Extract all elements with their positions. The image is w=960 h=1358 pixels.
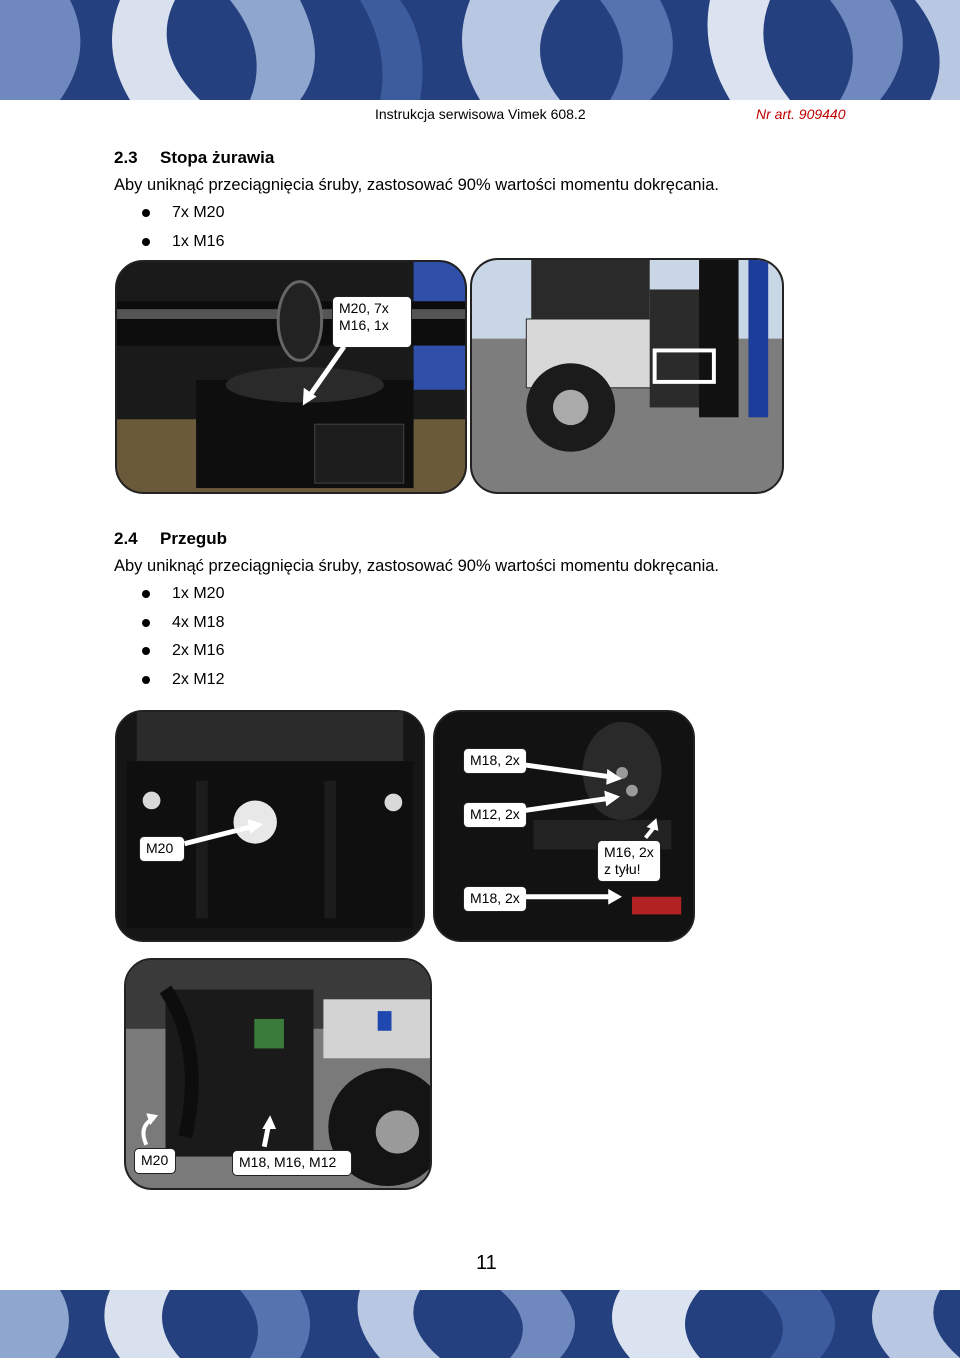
photo-crane-foot [115,260,467,494]
list-item: 2x M12 [140,666,224,695]
bolt-callout-label: M20 [139,836,185,862]
arrow-icon [117,712,423,940]
photo-tractor-crane [470,258,784,494]
section-number: 2.4 [114,529,138,548]
bolt-callout-label: M18, 2x [463,886,527,912]
bolt-callout-label: M16, 2x z tyłu! [597,840,661,882]
page-number: 11 [476,1252,497,1274]
bullet-icon [142,676,150,684]
section-heading-2-4 [114,529,227,549]
arrow-icon [117,262,465,492]
article-number: Nr art. 909440 [756,106,846,122]
bolt-list [140,199,224,256]
header-decorative-band [0,0,960,100]
bullet-icon [142,619,150,627]
section-title: Przegub [160,529,228,548]
bullet-icon [142,238,150,246]
photo-joint-bolts [433,710,695,942]
arrow-icon [126,960,430,1188]
section-heading-2-3 [114,148,274,168]
section-text: Aby uniknąć przeciągnięcia śruby, zastosować 90% wartości momentu dokręcania. [114,176,719,194]
list-item: 1x M20 [140,580,224,609]
document-title: Instrukcja serwisowa Vimek 608.2 [375,106,586,122]
photo-joint-bracket [115,710,425,942]
bullet-icon [142,590,150,598]
bolt-callout-label: M20 [134,1148,176,1174]
bolt-callout-label: M18, M16, M12 [232,1150,352,1176]
list-item: 2x M16 [140,637,224,666]
bullet-icon [142,209,150,217]
section-title: Stopa żurawia [160,148,275,167]
arrow-icon [435,712,693,940]
section-number: 2.3 [114,148,138,167]
footer-decorative-band [0,1290,960,1358]
list-item: 4x M18 [140,609,224,638]
section-text: Aby uniknąć przeciągnięcia śruby, zastosować 90% wartości momentu dokręcania. [114,557,719,575]
bolt-list [140,580,224,694]
bolt-callout-label: M12, 2x [463,802,527,828]
bullet-icon [142,647,150,655]
list-item: 7x M20 [140,199,224,228]
bolt-callout-label: M18, 2x [463,748,527,774]
list-item: 1x M16 [140,228,224,257]
photo-machine-overview [124,958,432,1190]
bolt-callout-label: M20, 7x M16, 1x [332,296,412,348]
